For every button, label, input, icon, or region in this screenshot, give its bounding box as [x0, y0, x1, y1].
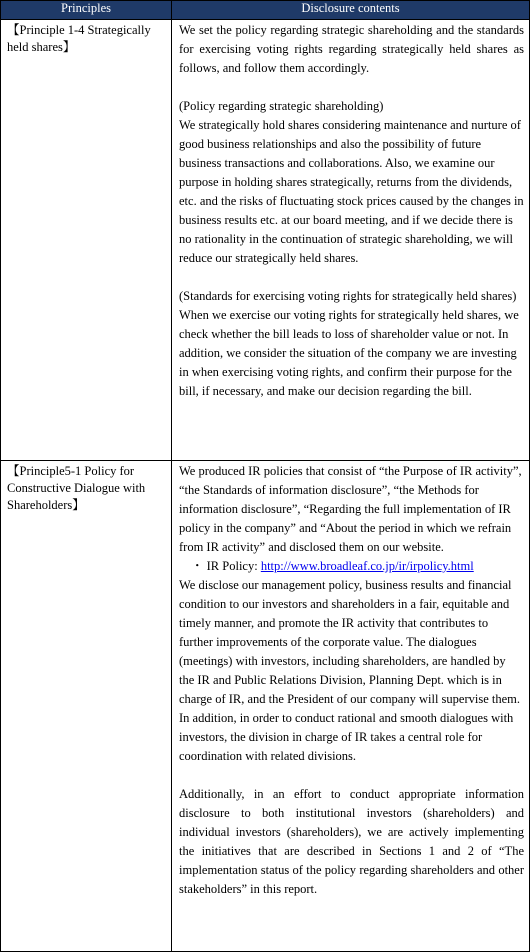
- bullet-icon: ・: [191, 559, 204, 573]
- spacer: [179, 268, 524, 287]
- principle-1-4-cell: 【Principle 1-4 Strategically held shares】: [1, 20, 172, 461]
- ir-policies-intro: We produced IR policies that consist of “the Purpose of IR activity”, “the Standards of information disclosure”, “the Methods for information disclosure”, “Regarding the full implementation of IR policy in the company” and “About the period in which we refrain from IR activity” and disclosed them on our website.: [179, 464, 522, 554]
- ir-policy-link[interactable]: http://www.broadleaf.co.jp/ir/irpolicy.html: [260, 559, 474, 573]
- ir-policy-label: IR Policy:: [206, 559, 261, 573]
- header-principles: Principles: [1, 1, 172, 20]
- standards-heading: (Standards for exercising voting rights for strategically held shares): [179, 289, 517, 303]
- policy-heading: (Policy regarding strategic shareholding): [179, 99, 384, 113]
- ir-activity-body: We disclose our management policy, business results and financial condition to our investors and shareholders in a fair, equitable and timely manner, and promote the IR activity that contributes to further improvements of the corporate value. The dialogues (meetings) with investors, including shareholders, are handled by the IR and Public Relations Division, Planning Dept. which is in charge of IR, and the President of our company will supervise them. In addition, in order to conduct rational and smooth dialogues with investors, the division in charge of IR takes a central role for coordination with related divisions.: [179, 578, 521, 763]
- additional-initiatives: Additionally, in an effort to conduct appropriate information disclosure to both institutional investors (shareholders) and individual investors (shareholders), we are actively implementing the initiatives that are described in Sections 1 and 2 of “The implementation status of the policy regarding shareholders and other stakeholders” in this report.: [179, 787, 524, 896]
- table-row: [1, 20, 530, 461]
- principle-1-4-content: [172, 20, 530, 461]
- policy-body: We strategically hold shares considering maintenance and nurture of good business relationships and also the possibility of future business transactions and collaborations. Also, we examine our purpose in holding shares strategically, returns from the dividends, etc. and the risks of fluctuating stock prices caused by the changes in business results etc. at our board meeting, and if we decide there is no rationality in the continuation of strategic shareholding, we will reduce our strategically held shares.: [179, 118, 524, 265]
- table-header-row: [1, 1, 530, 20]
- principle-5-1-content: [172, 461, 530, 952]
- header-disclosure-contents: Disclosure contents: [172, 1, 530, 20]
- spacer: [179, 78, 524, 97]
- standards-body: When we exercise our voting rights for strategically held shares, we check whether the bill leads to loss of shareholder value or not. In addition, we consider the situation of the company we are investing in when exercising voting rights, and confirm their purpose for the bill, if necessary, and make our decision regarding the bill.: [179, 308, 519, 398]
- table-row: [1, 461, 530, 952]
- ir-policy-bullet: [179, 557, 524, 576]
- spacer: [179, 766, 524, 785]
- principle-5-1-cell: 【Principle5-1 Policy for Constructive Dialogue with Shareholders】: [1, 461, 172, 952]
- strategic-shareholding-intro: We set the policy regarding strategic shareholding and the standards for exercising voting rights regarding strategically held shares as follows, and follow them accordingly.: [179, 23, 524, 75]
